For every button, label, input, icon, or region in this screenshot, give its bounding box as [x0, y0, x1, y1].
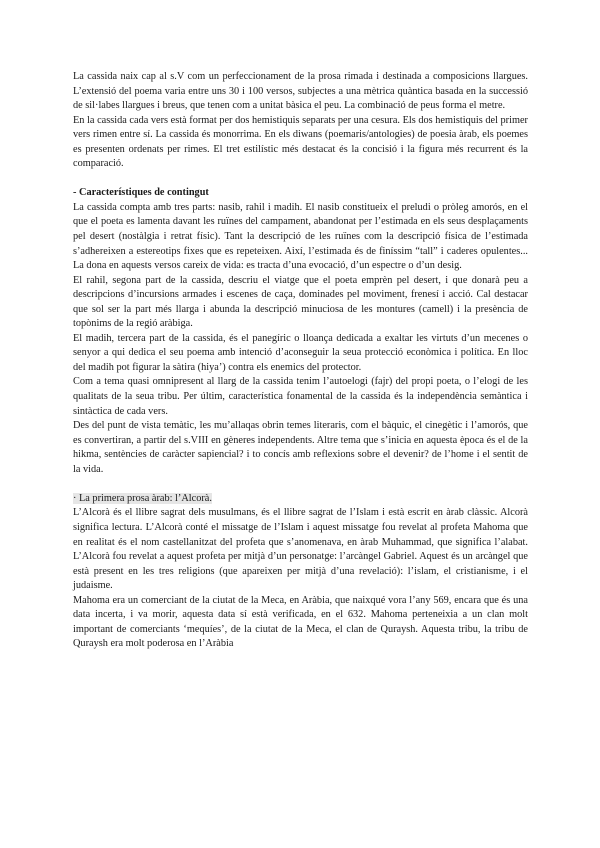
blank-line: [73, 477, 528, 492]
content-paragraph-madih: El madih, tercera part de la cassida, és el panegíric o lloança dedicada a exaltar les virtuts d’un mecenes o senyor a qui dedica el seu poema amb intenció d’aconseguir la seua protecció econòmica i política. En lloc del madih pot figurar la sàtira (hiya’) contra els enemics del protector.: [73, 332, 528, 373]
alcora-section-heading-line: [73, 492, 528, 507]
alcora-section-heading: · La primera prosa àrab: l’Alcorà.: [73, 492, 212, 504]
content-paragraph-rahil: El rahil, segona part de la cassida, descriu el viatge que el poeta emprèn pel desert, i que donarà peu a descripcions d’incursions armades i escenes de caça, dominades pel moviment, frenesí i acció. Cal destacar que sol ser la part més llarga i abunda la descripció minuciosa de les montures (camell) i la presència de topònims de la regió aràbiga.: [73, 274, 528, 330]
alcora-paragraph-1: L’Alcorà és el llibre sagrat dels musulmans, és el llibre sagrat de l’Islam i està escrit en àrab clàssic. Alcorà significa lectura. L’Alcorà conté el missatge de l’Islam i aquest missatge fou revelat al profeta Mahoma que en realitat és el nom castellanitzat del profeta que s’anomenava, en àrab Muhammad, que significa l’alabat. L’Alcorà fou revelat a aquest profeta per mitjà d’un personatge: l’arcàngel Gabriel. Aquest és un arcàngel que està present en les tres religions (que apareixen per mitjà d’una revelació): l’islam, el cristianisme, i el judaisme.: [73, 507, 528, 592]
content-paragraph-themes: Des del punt de vista temàtic, les mu’allaqas obrin temes literaris, com el bàquic, el cinegètic i l’amorós, que es convertiran, a partir del s.VIII en gèneres independents. Altre tema que s’inicia en aquesta època és el de la hikma, sentències de caràcter sapiencial? i to concís amb reflexions sobre el devenir? de l’home i el sentit de la vida.: [73, 420, 528, 475]
intro-paragraph-2: En la cassida cada vers està format per dos hemistiquis separats per una cesura. Els dos hemistiquis del primer vers rimen entre sí. La cassida és monorrima. En els diwans (poemaris/antologies) de poesia àrab, els poemes es presenten ordenats per rimes. El tret estilístic més destacat és la concisió i la figura més recurrent és la comparació.: [73, 114, 528, 170]
content-section-heading: - Característiques de contingut: [73, 187, 209, 199]
content-paragraph-nasib: La cassida compta amb tres parts: nasib, rahil i madih. El nasib constitueix el preludi o pròleg amorós, en el que el poeta es lamenta davant les ruïnes del campament, abandonat per l’estimada en els seus desplaçaments pel desert (nostàlgia i retrat físic). Tant la descripció de les ruïnes com la descripció física de l’estimada s’adhereixen a estereotips fixes que es repeteixen. Així, l’estimada és de finíssim “tall” i caderes opulentes... La dona en aquests versos careix de vida: es tracta d’una evocació, d’un espectre o d’un desig.: [73, 201, 528, 272]
document-page: [73, 70, 528, 652]
alcora-paragraph-2: Mahoma era un comerciant de la ciutat de la Meca, en Aràbia, que naixqué vora l’any 569, encara que és una data incerta, i va morir, aquesta data sí està verificada, en el 632. Mahoma perteneixia a un clan molt important de comerciants ‘mequíes’, de la ciutat de la Meca, el clan de Quraysh. Aquesta tribu, la tribu de Quraysh era molt poderosa en l’Aràbia: [73, 594, 528, 650]
content-paragraph-fajr: Com a tema quasi omnipresent al llarg de la cassida tenim l’autoelogi (fajr) del propi poeta, o l’elogi de les qualitats de la seua tribu. Per últim, característica fonamental de la cassida és la independència semàntica i sintàctica de cada vers.: [73, 376, 528, 417]
intro-paragraph-1: La cassida naix cap al s.V com un perfeccionament de la prosa rimada i destinada a composicions llargues. L’extensió del poema varia entre uns 30 i 100 versos, subjectes a una mètrica quàntica basada en la successió de sil·labes llargues i breus, que tenen com a unitat bàsica el peu. La combinació de peus forma el metre.: [73, 71, 528, 112]
blank-line: [73, 172, 528, 187]
